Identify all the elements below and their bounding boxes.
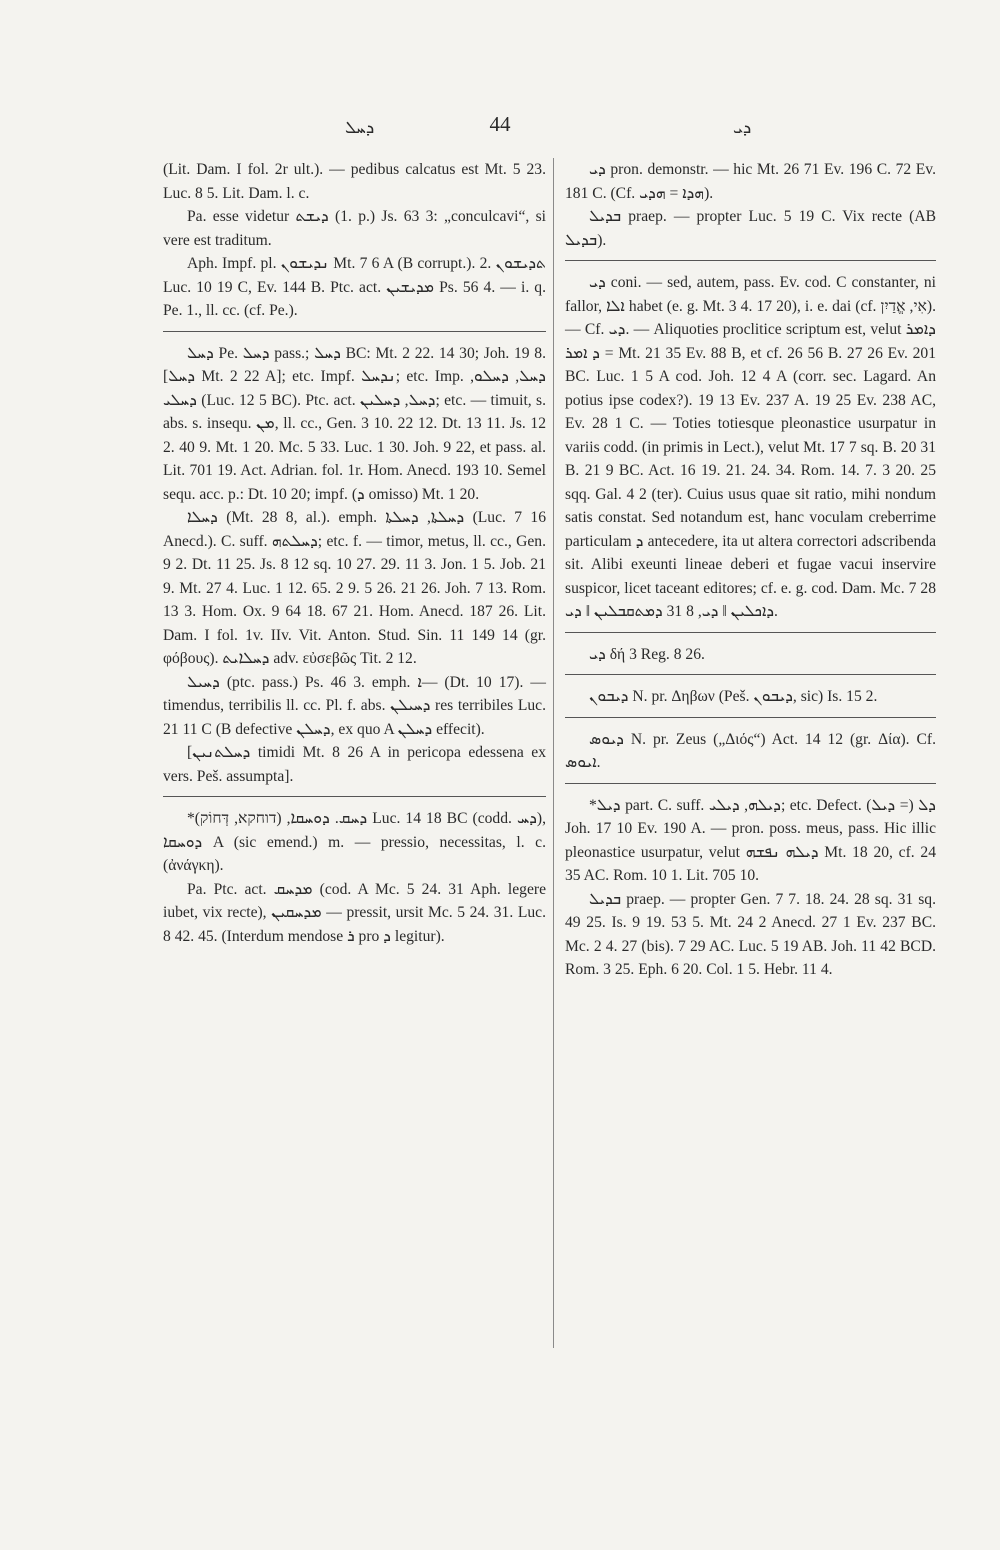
entry-separator	[565, 260, 936, 261]
entry-dehla: ܕܚܠܐ (Mt. 28 8, al.). emph. ܕܚܠܬܐ, ܕܚܠܬܐ (Luc. 7 16 Anecd.). C. suff. ܕܚܠܬܗ; etc. f. — timor, metus, ll. cc., Gen. 9 2. Dt. 11 25. Js. 8 12 sq. 10 27. 29. 11 3. Jon. 1 5. Job. 21 9. Mt. 27 4. Luc. 1 12. 65. 2 9. 5 26. 21 26. Joh. 7 13. Rom. 13 3. Hom. Ox. 9 64 18. 67 21. Hom. Anecd. 187 26. Lit. Dam. I fol. 1v. IIv. Vit. Anton. Stud. Sin. 11 149 14 (gr. φόβους). ܕܚܠܐܝܬ adv. εὐσεβῶς Tit. 2 12.	[163, 509, 546, 667]
entry-dhil: ܕܚܝܠ (ptc. pass.) Ps. 46 3. emph. ܐ— (Dt. 10 17). — timendus, terribilis ll. cc. Pl. f. abs. ܕܚܝܠܢ res terribiles Luc. 21 11 C (B defective ܕܚܠܢ, ex quo A ܕܚܠܢ effecit).	[163, 673, 546, 738]
running-header	[0, 112, 1000, 152]
entry-separator	[565, 674, 936, 675]
entry-zeus: ܕܝܘܣ N. pr. Zeus („Διός“) Act. 14 12 (gr. Δία). Cf. ܐܝܘܣ.	[565, 730, 936, 771]
entry-dy-coni: ܕܝ coni. — sed, autem, pass. Ev. cod. C constanter, ni fallor, ܐܠܐ habet (e. g. Mt. 3 4. 17 20), i. e. dai (cf. אִי, אֱדַיִן). — Cf. ܕܝ. — Aliquoties proclitice scriptum est, velut ܕܐܡܪ = ܕ ܐܡܪ Mt. 21 35 Ev. 88 B, et cf. 26 56 B. 27 26 Ev. 201 BC. Luc. 1 5 A cod. Joh. 12 4 A (corr. sec. Lagard. An potius ipse codex?). 19 13 Ev. 237 A. 19 25 Ev. 238 AC, Ev. 28 1 C. — Toties totiesque pleonastice usurpatur in variis codd. (in primis in Lect.), velut Mt. 17 7 sq. B. 20 31 B. 21 9 BC. Act. 16 19. 21. 24. 34. Rom. 14. 7. 3 20. 25 sqq. Gal. 4 2 (ter). Cuius usus quae sit ratio, mihi nondum satis constat. Sed notandum est, hanc voculam creberrime particulam ܕ antecedere, ita ut altera correctori adscribenda sit. Alibi exeunti lineae deberi et fugae vacui inservire suspicor, licet taceant editores; cf. e. g. cod. Dam. Mc. 7 28 ܕܐܟܠܝܢ ‖ ܕܝ, 8 31 ܕܡܬܩܒܠܝܢ ‖ ܕܝ.	[565, 274, 937, 620]
running-head-left: ܕܚܠ	[345, 118, 375, 137]
entry-dy-de: ܕܝ δή 3 Reg. 8 26.	[589, 645, 705, 663]
entry-dyl: *ܕܝܠ part. C. suff. ܕܝܠܗ, ܕܝܠܝ; etc. Defect. ܕܠ (= ܕܝܠ) Joh. 17 10 Ev. 190 A. — pron. poss. meus, pass. Hic illic pleonastice usurpatur, velut ܕܝܠܗ ܢܦܫܗ Mt. 18 20, cf. 24 35 AC. Rom. 10 1. Lit. 705 10.	[565, 796, 937, 884]
entry-separator	[565, 632, 936, 633]
entry-dhq: *ܕܚܩ. ܕܘܚܩܐ, (דוחקא, דְּחוֹק) Luc. 14 18 BC (codd. ܕܚ), ܕܘܚܩܐ A (sic emend.) m. — pressio, necessitas, l. c. (ἀνάγκη).	[163, 810, 546, 874]
running-head-right: ܕܝ	[733, 118, 752, 137]
entry-separator	[163, 331, 546, 332]
column-divider	[553, 158, 554, 1348]
entry-bdyl: ܒܕܝܠ praep. — propter Luc. 5 19 C. Vix recte (AB ܒܕܝܠ).	[565, 208, 936, 249]
entry-continuation: (Lit. Dam. I fol. 2r ult.). — pedibus calcatus est Mt. 5 23. Luc. 8 5. Lit. Dam. l. c.	[163, 161, 546, 202]
entry-timidi: [ܕܚܠܬܢܝܢ timidi Mt. 8 26 A in pericopa edessena ex vers. Peš. assumpta].	[163, 744, 546, 785]
entry-dhl: ܕܚܠ Pe. ܕܚܠ pass.; ܕܚܠ BC: Mt. 2 22. 14 30; Joh. 19 8. [ܕܚܠ Mt. 2 22 A]; etc. Impf. ܢܕܚܠ; etc. Imp. ܕܚܠ, ܕܚܠܘ, ܕܚܠܝ (Luc. 12 5 BC). Ptc. act. ܕܚܠ, ܕܚܠܝܢ; etc. — timuit, s. abs. s. insequ. ܡܢ, ll. cc., Gen. 3 10. 22 12. Dt. 13 11. Js. 12 2. 40 9. Mt. 1 20. Mc. 5 33. Luc. 1 30. Joh. 9 22, et pass. al. Lit. 701 19. Act. Adrian. fol. 1r. Hom. Anecd. 193 10. Semel sequ. acc. p.: Dt. 10 20; impf. (ܕ omisso) Mt. 1 20.	[163, 344, 546, 503]
page-number: 44	[489, 112, 511, 136]
entry-bdyl-praep: ܒܕܝܠ praep. — propter Gen. 7 7. 18. 24. 28 sq. 31 sq. 49 25. Is. 9 19. 53 5. Mt. 24 2 Anecd. 27 1 Ev. 237 BC. Mc. 2 4. 27 (bis). 7 29 AC. Luc. 5 19 AB. Joh. 11 42 BCD. Rom. 3 25. Eph. 6 20. Col. 1 5. Hebr. 11 4.	[565, 890, 936, 978]
entry-pa: Pa. esse videtur ܕܝܫܬ (1. p.) Js. 63 3: „conculcavi“, si vere est traditum.	[163, 208, 547, 249]
entry-separator	[565, 783, 936, 784]
right-column	[565, 158, 936, 982]
entry-dhq-pa: Pa. Ptc. act. ܡܕܚܩ (cod. A Mc. 5 24. 31 Aph. legere iubet, vix recte), ܡܕܚܩܝܢ — pressit, ursit Mc. 5 24. 31. Luc. 8 42. 45. (Interdum mendose ܪ pro ܕ legitur).	[163, 880, 546, 945]
left-column	[163, 158, 546, 948]
entry-dy-pron: ܕܝ pron. demonstr. — hic Mt. 26 71 Ev. 196 C. 72 Ev. 181 C. (Cf. ܗܕܐ = ܗܕܝ).	[565, 161, 936, 202]
entry-dibon: ܕܝܒܘܢ N. pr. Δηβων (Peš. ܕܝܒܘܢ, sic) Is. 15 2.	[589, 688, 878, 705]
entry-separator	[565, 717, 936, 718]
entry-aph: Aph. Impf. pl. ܢܕܝܫܘܢ Mt. 7 6 A (B corrupt.). 2. ܬܕܝܫܘܢ Luc. 10 19 C, Ev. 144 B. Ptc. act. ܡܕܝܫܝܢ Ps. 56 4. — i. q. Pe. 1., ll. cc. (cf. Pe.).	[163, 255, 547, 319]
entry-separator	[163, 796, 546, 797]
